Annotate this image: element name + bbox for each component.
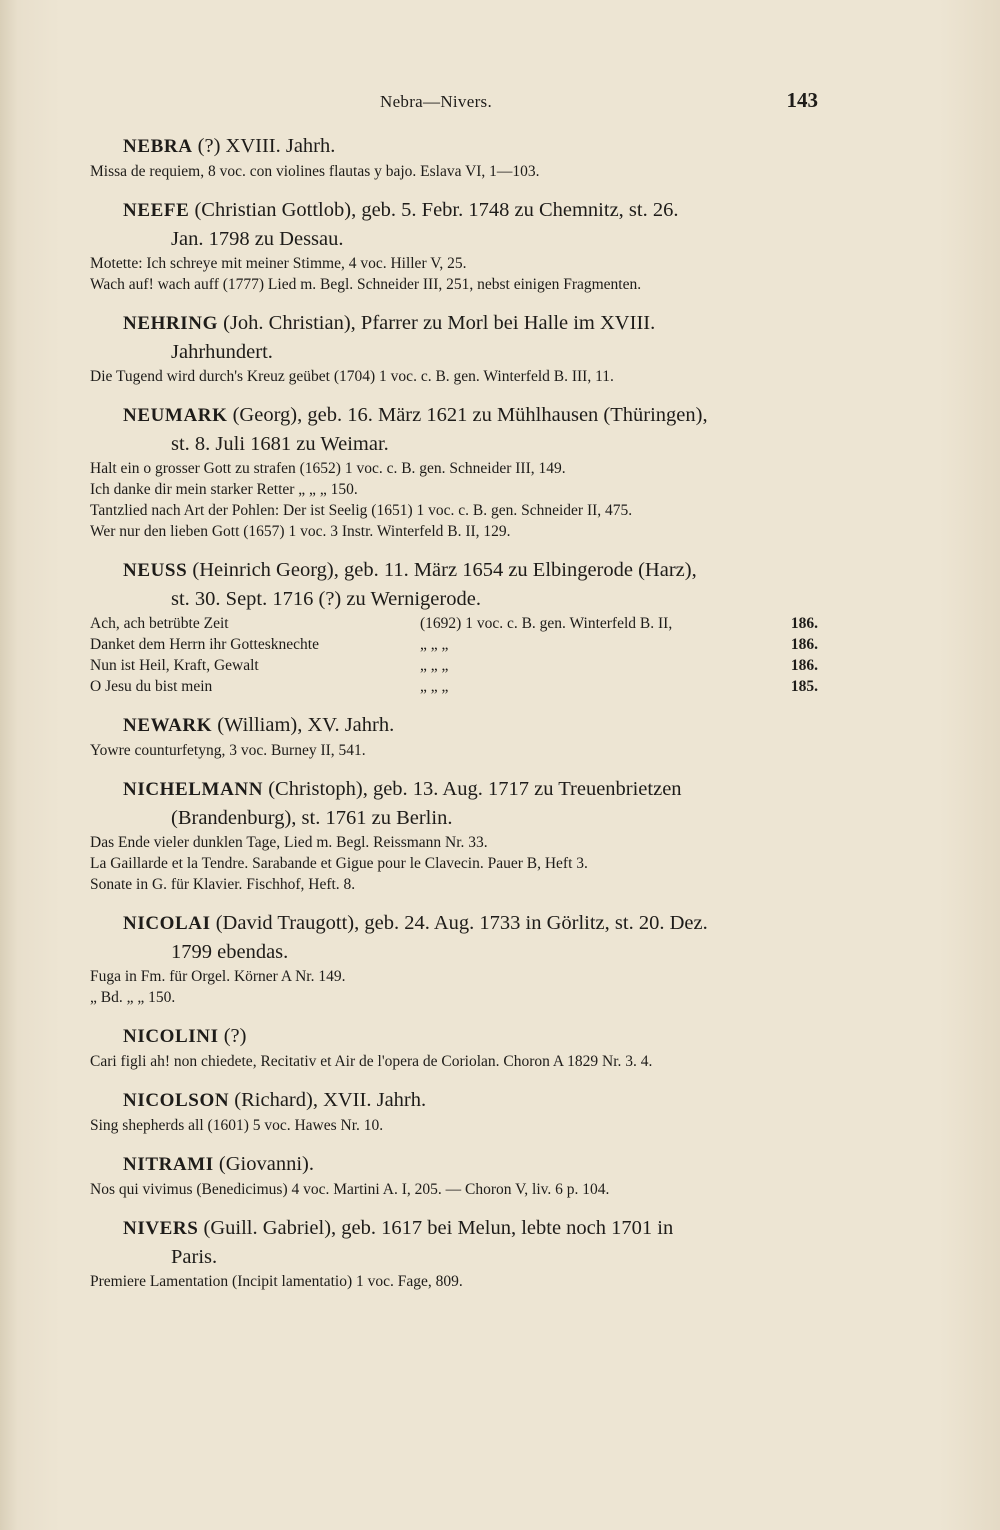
composer-name: NEEFE xyxy=(123,200,190,221)
work-row xyxy=(90,676,818,697)
composer-name: NICHELMANN xyxy=(123,779,264,800)
work-line: Tantzlied nach Art der Pohlen: Der ist Seelig (1651) 1 voc. c. B. gen. Schneider II, 475. xyxy=(90,502,633,519)
entry-heading xyxy=(123,909,818,966)
composer-name: NEHRING xyxy=(123,313,218,334)
work-line: Die Tugend wird durch's Kreuz geübet (1704) 1 voc. c. B. gen. Winterfeld B. III, 11. xyxy=(90,368,614,385)
work-line: Fuga in Fm. für Orgel. Körner A Nr. 149. xyxy=(90,968,346,985)
work-line: Wer nur den lieben Gott (1657) 1 voc. 3 Instr. Winterfeld B. II, 129. xyxy=(90,523,511,540)
entry-heading xyxy=(123,1086,818,1115)
running-head xyxy=(90,88,818,118)
text-block xyxy=(90,88,818,1292)
work-line: Yowre counturfetyng, 3 voc. Burney II, 541. xyxy=(90,742,366,759)
composer-entry xyxy=(90,1022,818,1072)
composer-details: (Christoph), geb. 13. Aug. 1717 zu Treuenbrietzen xyxy=(263,778,682,800)
entry-heading xyxy=(123,556,818,613)
composer-name: NICOLINI xyxy=(123,1026,219,1047)
work-line: Halt ein o grosser Gott zu strafen (1652) 1 voc. c. B. gen. Schneider III, 149. xyxy=(90,460,566,477)
work-line: La Gaillarde et la Tendre. Sarabande et Gigue pour le Clavecin. Pauer B, Heft 3. xyxy=(90,855,588,872)
composer-details: (Christian Gottlob), geb. 5. Febr. 1748 zu Chemnitz, st. 26. xyxy=(189,199,679,221)
entry-list xyxy=(90,132,818,1292)
entry-heading xyxy=(123,711,818,740)
work-row xyxy=(90,613,818,634)
composer-entry xyxy=(90,556,818,697)
composer-details: (Heinrich Georg), geb. 11. März 1654 zu Elbingerode (Harz), xyxy=(187,559,697,581)
composer-details: (?) xyxy=(218,1025,247,1047)
work-line: Motette: Ich schreye mit meiner Stimme, 4 voc. Hiller V, 25. xyxy=(90,255,467,272)
work-line: Missa de requiem, 8 voc. con violines flautas y bajo. Eslava VI, 1—103. xyxy=(90,163,540,180)
work-page: 186. xyxy=(790,636,818,653)
entry-heading xyxy=(123,196,818,253)
work-line: Sing shepherds all (1601) 5 voc. Hawes Nr. 10. xyxy=(90,1117,384,1134)
composer-name: NEBRA xyxy=(123,136,193,157)
composer-details-continued: Jahrhundert. xyxy=(171,341,273,363)
composer-details: (Giovanni). xyxy=(213,1153,314,1175)
work-row xyxy=(90,655,818,676)
work-source: (1692) 1 voc. c. B. gen. Winterfeld B. II, xyxy=(420,615,673,632)
composer-details: (Joh. Christian), Pfarrer zu Morl bei Halle im XVIII. xyxy=(218,312,656,334)
composer-details: (William), XV. Jahrh. xyxy=(212,714,395,736)
composer-details-continued: st. 8. Juli 1681 zu Weimar. xyxy=(171,433,389,455)
composer-details-continued: st. 30. Sept. 1716 (?) zu Wernigerode. xyxy=(171,588,481,610)
work-page: 186. xyxy=(790,657,818,674)
composer-name: NITRAMI xyxy=(123,1154,214,1175)
composer-entry xyxy=(90,1214,818,1292)
composer-name: NICOLSON xyxy=(123,1090,230,1111)
work-title: Nun ist Heil, Kraft, Gewalt xyxy=(90,657,259,674)
composer-details-continued: Paris. xyxy=(171,1246,218,1268)
composer-details: (?) XVIII. Jahrh. xyxy=(192,135,336,157)
composer-name: NEUMARK xyxy=(123,405,228,426)
composer-name: NEWARK xyxy=(123,715,213,736)
running-title: Nebra—Nivers. xyxy=(380,92,493,111)
composer-name: NEUSS xyxy=(123,560,188,581)
composer-details: (Richard), XVII. Jahrh. xyxy=(229,1089,427,1111)
entry-heading xyxy=(123,401,818,458)
composer-details: (Georg), geb. 16. März 1621 zu Mühlhausen (Thüringen), xyxy=(227,404,708,426)
work-row xyxy=(90,634,818,655)
work-page: 186. xyxy=(790,615,818,632)
composer-details: (Guill. Gabriel), geb. 1617 bei Melun, lebte noch 1701 in xyxy=(198,1217,674,1239)
composer-details: (David Traugott), geb. 24. Aug. 1733 in Görlitz, st. 20. Dez. xyxy=(210,912,708,934)
composer-entry xyxy=(90,132,818,182)
work-line: Wach auf! wach auff (1777) Lied m. Begl. Schneider III, 251, nebst einigen Fragmenten. xyxy=(90,276,642,293)
work-line: Das Ende vieler dunklen Tage, Lied m. Begl. Reissmann Nr. 33. xyxy=(90,834,488,851)
work-line: Ich danke dir mein starker Retter „ „ „ 150. xyxy=(90,481,358,498)
work-source: „ „ „ xyxy=(420,636,449,653)
work-title: Danket dem Herrn ihr Gottesknechte xyxy=(90,636,319,653)
composer-details-continued: 1799 ebendas. xyxy=(171,941,289,963)
composer-entry xyxy=(90,401,818,542)
composer-entry xyxy=(90,1150,818,1200)
composer-name: NIVERS xyxy=(123,1218,199,1239)
entry-heading xyxy=(123,309,818,366)
work-source: „ „ „ xyxy=(420,657,449,674)
composer-name: NICOLAI xyxy=(123,913,211,934)
composer-entry xyxy=(90,775,818,895)
work-line: Cari figli ah! non chiedete, Recitativ et Air de l'opera de Coriolan. Choron A 1829 Nr. 3. 4. xyxy=(90,1053,653,1070)
composer-entry xyxy=(90,909,818,1008)
work-title: Ach, ach betrübte Zeit xyxy=(90,615,229,632)
composer-details-continued: (Brandenburg), st. 1761 zu Berlin. xyxy=(171,807,453,829)
work-line: Nos qui vivimus (Benedicimus) 4 voc. Martini A. I, 205. — Choron V, liv. 6 p. 104. xyxy=(90,1181,610,1198)
work-line: Sonate in G. für Klavier. Fischhof, Heft. 8. xyxy=(90,876,356,893)
composer-entry xyxy=(90,711,818,761)
work-title: O Jesu du bist mein xyxy=(90,678,213,695)
composer-entry xyxy=(90,1086,818,1136)
composer-entry xyxy=(90,309,818,387)
work-line: Premiere Lamentation (Incipit lamentatio) 1 voc. Fage, 809. xyxy=(90,1273,463,1290)
work-page: 185. xyxy=(790,678,818,695)
entry-heading xyxy=(123,132,818,161)
entry-heading xyxy=(123,1214,818,1271)
page-number: 143 xyxy=(786,88,818,112)
composer-details-continued: Jan. 1798 zu Dessau. xyxy=(171,228,344,250)
entry-heading xyxy=(123,1150,818,1179)
composer-entry xyxy=(90,196,818,295)
work-line: „ Bd. „ „ 150. xyxy=(90,989,176,1006)
entry-heading xyxy=(123,1022,818,1051)
work-source: „ „ „ xyxy=(420,678,449,695)
entry-heading xyxy=(123,775,818,832)
